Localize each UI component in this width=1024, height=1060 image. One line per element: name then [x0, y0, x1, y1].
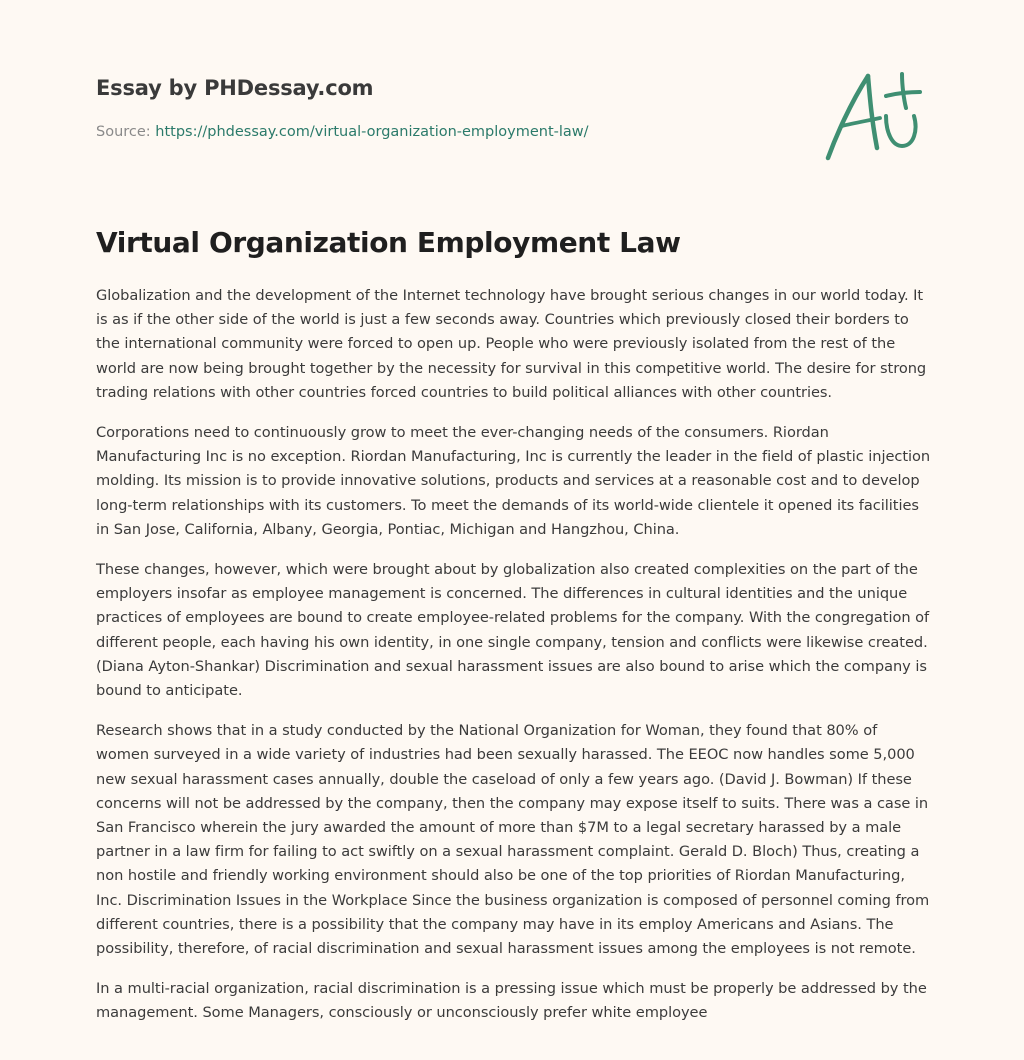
source-link[interactable]: https://phdessay.com/virtual-organization-employment-law/: [155, 124, 589, 140]
article-paragraph: These changes, however, which were brought about by globalization also created complexities on the part of the employers insofar as employee management is concerned. The differences in cultural identities and the unique practices of employees are bound to create employee-related problems for the company. With the congregation of different people, each having his own identity, in one single company, tension and conflicts were likewise created. (Diana Ayton-Shankar) Discrimination and sexual harassment issues are also bound to arise which the company is bound to anticipate.: [96, 561, 930, 700]
article-title: Virtual Organization Employment Law: [96, 226, 681, 259]
article-body: [96, 284, 932, 1042]
article-paragraph: Research shows that in a study conducted by the National Organization for Woman, they found that 80% of women surveyed in a wide variety of industries had been sexually harassed. The EEOC now handles some 5,000 new sexual harassment cases annually, double the caseload of only a few years ago. (David J. Bowman) If these concerns will not be addressed by the company, then the company may expose itself to suits. There was a case in San Francisco wherein the jury awarded the amount of more than $7M to a legal secretary harassed by a male partner in a law firm for failing to act swiftly on a sexual harassment complaint. Gerald D. Bloch) Thus, creating a non hostile and friendly working environment should also be one of the top priorities of Riordan Manufacturing, Inc. Discrimination Issues in the Workplace Since the business organization is composed of personnel coming from different countries, there is a possibility that the company may have in its employ Americans and Asians. The possibility, therefore, of racial discrimination and sexual harassment issues among the employees is not remote.: [96, 722, 930, 958]
a-plus-grade-icon: [820, 66, 930, 166]
source-line: [96, 124, 589, 140]
site-brand[interactable]: Essay by PHDessay.com: [96, 76, 374, 100]
article-paragraph: Corporations need to continuously grow to meet the ever-changing needs of the consumers. Riordan Manufacturing Inc is no exception. Riordan Manufacturing, Inc is currently the leader in the field of plastic injection molding. Its mission is to provide innovative solutions, products and services at a reasonable cost and to develop long-term relationships with its customers. To meet the demands of its world-wide clientele it opened its facilities in San Jose, California, Albany, Georgia, Pontiac, Michigan and Hangzhou, China.: [96, 424, 931, 538]
article-paragraph: In a multi-racial organization, racial discrimination is a pressing issue which must be properly be addressed by the management. Some Managers, consciously or unconsciously prefer white employee: [96, 980, 927, 1022]
page-header: [0, 0, 1024, 200]
article-paragraph: Globalization and the development of the Internet technology have brought serious changes in our world today. It is as if the other side of the world is just a few seconds away. Countries which previously closed their borders to the international community were forced to open up. People who were previously isolated from the rest of the world are now being brought together by the necessity for survival in this competitive world. The desire for strong trading relations with other countries forced countries to build political alliances with other countries.: [96, 287, 927, 401]
source-label: Source:: [96, 124, 156, 140]
